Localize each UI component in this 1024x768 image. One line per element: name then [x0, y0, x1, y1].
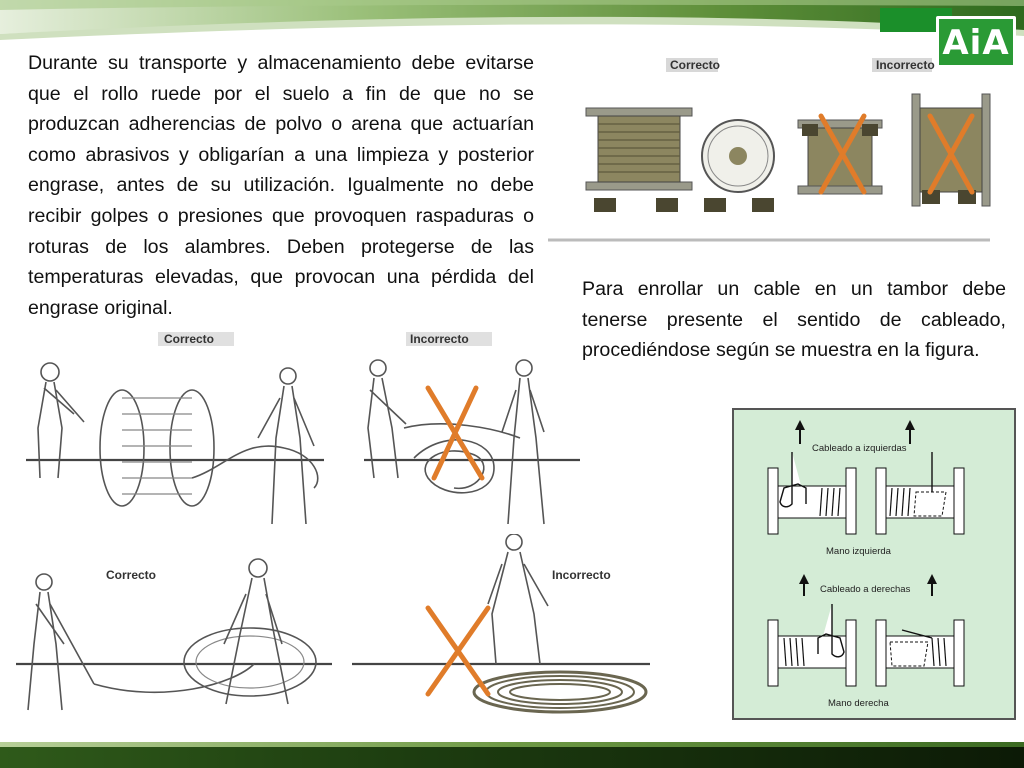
- coil-label-correct: Correcto: [164, 332, 215, 346]
- cable-drum: [100, 390, 318, 506]
- main-paragraph: Durante su transporte y almacenamiento debe evitarse que el rollo ruede por el suelo a fin de que no se produzcan adherencias de polvo o arena que actuarían como abrasivos y obligarían a una limpieza y posterior engrase, antes de su utilización. Igualmente no debe recibir golpes o presiones que provoquen raspaduras o roturas de los alambres. Deben protegerse de las temperaturas elevadas, que provocan una pérdida del engrase original.: [28, 52, 534, 319]
- coiled-cable-ground: [474, 672, 646, 712]
- spool-incorrect-1: [798, 116, 882, 194]
- drum-winding-figure: [732, 408, 1016, 720]
- coil-label-incorrect: Incorrecto: [410, 332, 469, 346]
- spool-label-incorrect: Incorrecto: [876, 58, 935, 72]
- worker-figure-loop-incorrect: [488, 534, 548, 664]
- spool-storage-figure: [546, 52, 992, 252]
- spool-front-view: [702, 120, 774, 212]
- spool-incorrect-2: [912, 94, 990, 206]
- worker-figure-loop-right: [224, 559, 288, 704]
- drum-caption-right-hand: Mano derecha: [828, 698, 889, 709]
- loop-unrolling-figure: [14, 534, 654, 724]
- tangled-cable: [404, 424, 520, 493]
- drum-caption-left-hand: Mano izquierda: [826, 546, 891, 557]
- drum-label-right-lay: Cableado a derechas: [820, 584, 911, 595]
- footer-band: [0, 742, 1024, 768]
- worker-figure-loop-left: [28, 574, 94, 710]
- loop-label-correct: Correcto: [106, 568, 157, 582]
- drum-label-left-lay: Cableado a izquierdas: [812, 443, 907, 454]
- spool-side-view: [586, 108, 692, 212]
- worker-figure-incorrect-right: [502, 360, 544, 524]
- spool-label-correct: Correcto: [670, 58, 721, 72]
- side-paragraph: Para enrollar un cable en un tambor debe tenerse presente el sentido de cableado, procediéndose según se muestra en la figura.: [582, 278, 1006, 362]
- logo-text: AiA: [942, 23, 1010, 63]
- loop-label-incorrect: Incorrecto: [552, 568, 611, 582]
- coil-unrolling-figure: [24, 328, 584, 536]
- cable-loop: [94, 628, 316, 696]
